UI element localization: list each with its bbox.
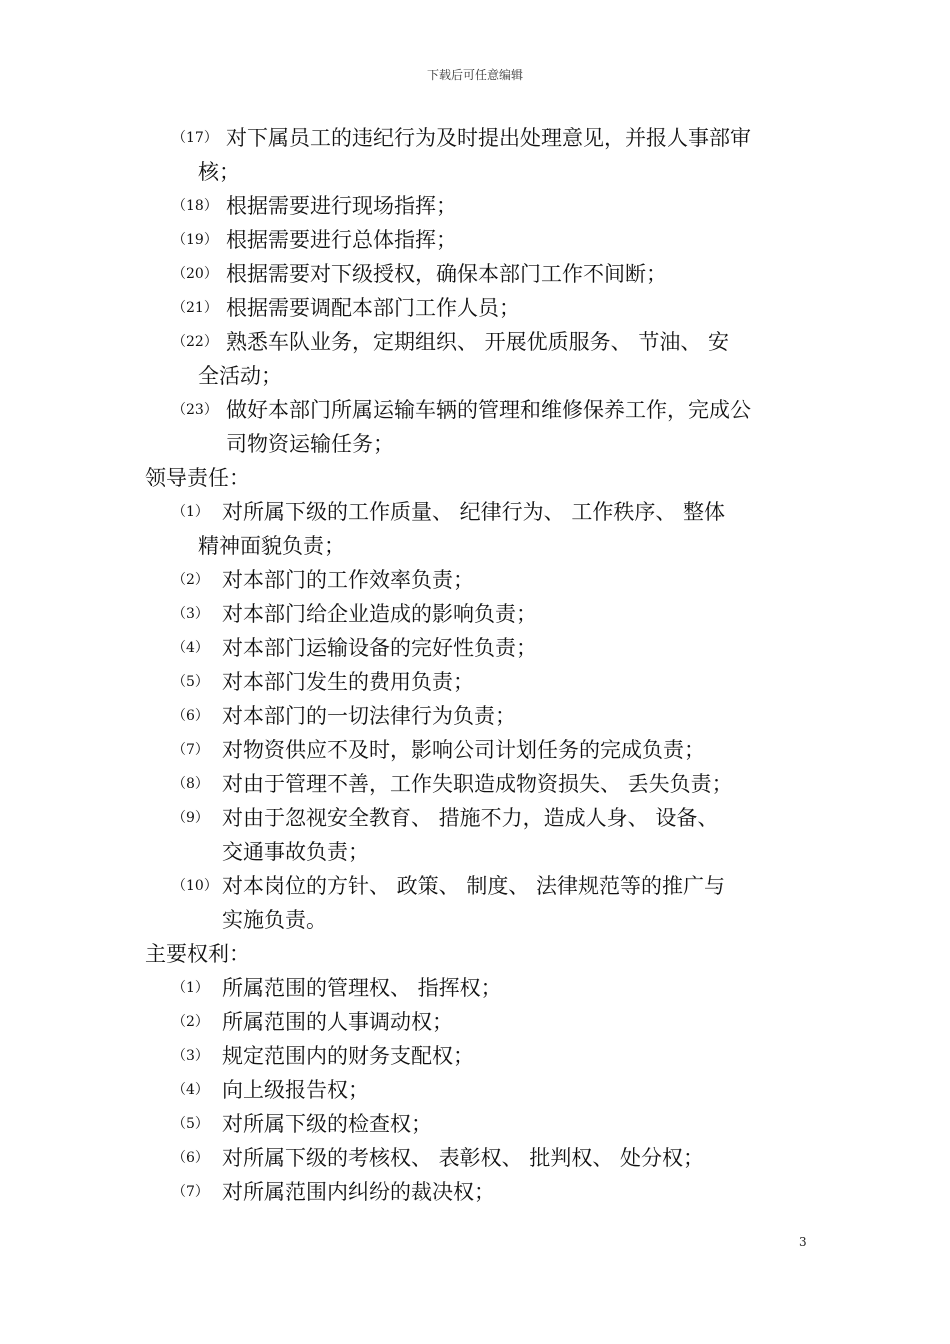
item-number: （21） [172,300,218,316]
item-text-continued: 交通事故负责； [222,840,369,864]
list-item [0,597,806,631]
item-number: （6） [172,708,209,724]
item-text: 做好本部门所属运输车辆的管理和维修保养工作，完成公 [226,398,751,422]
item-text: 对由于管理不善，工作失职造成物资损失、 丢失负责； [222,772,733,796]
item-text: 规定范围内的财务支配权； [222,1044,474,1068]
item-text-continued: 核； [198,160,240,184]
list-item [0,699,806,733]
item-text: 对本部门给企业造成的影响负责； [222,602,537,626]
item-number: （4） [172,640,209,656]
item-number: （5） [172,674,209,690]
item-text: 根据需要进行现场指挥； [226,194,457,218]
section-heading-leadership: 领导责任： [145,466,250,490]
item-text: 对由于忽视安全教育、 措施不力，造成人身、 设备、 [222,806,719,830]
item-number: （8） [172,776,209,792]
list-item [0,767,806,801]
item-number: （23） [172,402,218,418]
item-text: 根据需要调配本部门工作人员； [226,296,520,320]
item-number: （3） [172,1048,209,1064]
list-item [0,1005,806,1039]
item-text-continued: 精神面貌负责； [198,534,345,558]
item-number: （4） [172,1082,209,1098]
item-text: 对本部门发生的费用负责； [222,670,474,694]
section-heading-rights: 主要权利： [145,942,250,966]
item-text: 对本部门运输设备的完好性负责； [222,636,537,660]
item-number: （7） [172,1184,209,1200]
item-text: 熟悉车队业务，定期组织、 开展优质服务、 节油、 安 [226,330,730,354]
item-text-continued: 全活动； [198,364,282,388]
item-text: 所属范围的人事调动权； [222,1010,453,1034]
list-item [0,631,806,665]
item-text: 对所属范围内纠纷的裁决权； [222,1180,495,1204]
item-text: 对所属下级的检查权； [222,1112,432,1136]
item-number: （18） [172,198,218,214]
list-item [0,869,806,937]
item-text: 根据需要进行总体指挥； [226,228,457,252]
list-item [0,1073,806,1107]
page-number: 3 [799,1235,807,1249]
item-text: 所属范围的管理权、 指挥权； [222,976,502,1000]
item-text: 对所属下级的工作质量、 纪律行为、 工作秩序、 整体 [222,500,726,524]
document-body [0,121,950,1209]
list-item [0,1175,806,1209]
list-item [0,1141,806,1175]
item-number: （2） [172,572,209,588]
list-item [0,325,806,393]
list-item [0,733,806,767]
list-item [0,563,806,597]
item-number: （7） [172,742,209,758]
item-text: 向上级报告权； [222,1078,369,1102]
list-item [0,665,806,699]
item-number: （19） [172,232,218,248]
item-number: （3） [172,606,209,622]
item-number: （2） [172,1014,209,1030]
item-number: （22） [172,334,218,350]
list-item [0,971,806,1005]
leadership-list [0,495,950,937]
list-item [0,495,806,563]
list-item [0,121,806,189]
item-number: （5） [172,1116,209,1132]
item-text: 对物资供应不及时，影响公司计划任务的完成负责； [222,738,705,762]
item-number: （1） [172,504,209,520]
item-text: 对所属下级的考核权、 表彰权、 批判权、 处分权； [222,1146,705,1170]
list-item [0,223,806,257]
item-text-continued: 实施负责。 [222,908,327,932]
list-item [0,393,806,461]
list-item [0,1107,806,1141]
list-item [0,801,806,869]
item-number: （1） [172,980,209,996]
item-text: 对下属员工的违纪行为及时提出处理意见，并报人事部审 [226,126,751,150]
duties-list [0,121,950,461]
page-header: 下载后可任意编辑 [426,68,523,82]
item-text: 根据需要对下级授权，确保本部门工作不间断； [226,262,667,286]
list-item [0,1039,806,1073]
item-number: （17） [172,130,218,146]
item-number: （9） [172,810,209,826]
list-item [0,257,806,291]
item-number: （20） [172,266,218,282]
rights-list [0,971,950,1209]
item-number: （6） [172,1150,209,1166]
item-text: 对本部门的工作效率负责； [222,568,474,592]
list-item [0,189,806,223]
item-number: （10） [172,878,218,894]
item-text-continued: 司物资运输任务； [226,432,394,456]
item-text: 对本部门的一切法律行为负责； [222,704,516,728]
list-item [0,291,806,325]
item-text: 对本岗位的方针、 政策、 制度、 法律规范等的推广与 [222,874,726,898]
